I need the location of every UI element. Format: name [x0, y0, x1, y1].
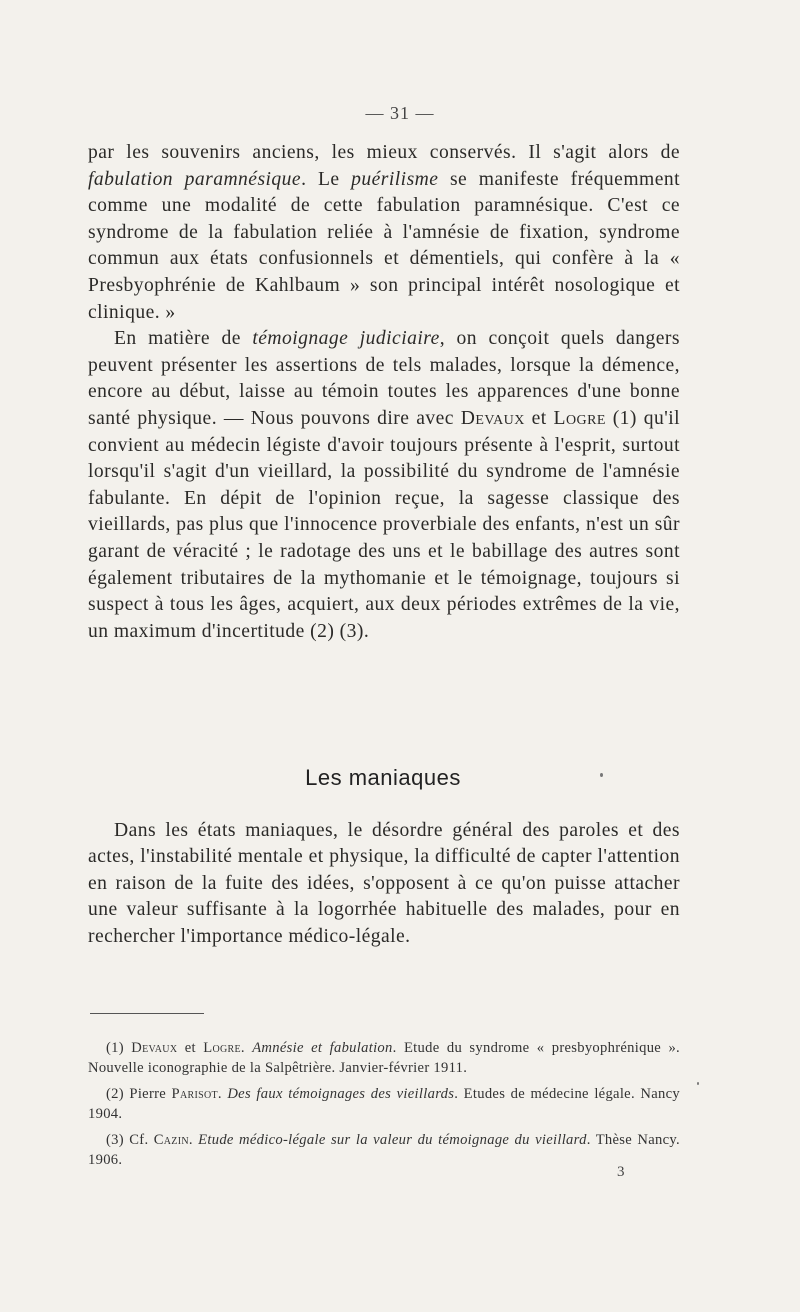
- footnote: [88, 1084, 680, 1124]
- text-run: . Etudes de médecine légale. Nancy 1904.: [88, 1086, 680, 1122]
- text-run: .: [188, 1132, 199, 1148]
- text-run: .: [217, 1086, 228, 1102]
- italic-text: puérilisme: [351, 168, 439, 190]
- section-heading: Les maniaques: [305, 765, 461, 790]
- text-run: (3) Cf.: [106, 1132, 154, 1148]
- italic-text: fabulation paramnésique: [88, 168, 302, 190]
- paragraph: [88, 140, 680, 326]
- text-run: . Etude du syndrome « presbyophrénique ». Nouvelle iconographie de la Salpêtrière. Janvier-février 1911.: [88, 1040, 680, 1076]
- text-run: (1): [106, 1040, 132, 1056]
- text-run: . Le: [301, 168, 352, 190]
- footnotes: [88, 1038, 680, 1176]
- author-name: Devaux: [131, 1040, 178, 1056]
- text-run: En matière de: [114, 328, 253, 350]
- text-run: . Thèse Nancy. 1906.: [88, 1132, 680, 1168]
- paragraph: Dans les états maniaques, le désordre général des paroles et des actes, l'instabilité mentale et physique, la difficulté de capter l'attention en raison de la fuite des idées, s'opposent à ce qu'on puisse attacher une valeur suffisante à la logorrhée habituelle des malades, pour en rechercher l'importance médico-légale.: [88, 820, 680, 947]
- text-run: et: [177, 1040, 204, 1056]
- author-name: Cazin: [153, 1132, 189, 1148]
- text-run: par les souvenirs anciens, les mieux conservés. Il s'agit alors de: [88, 142, 680, 163]
- italic-text: Amnésie et fabulation: [252, 1040, 393, 1056]
- author-name: Logre: [553, 407, 606, 429]
- italic-text: Etude médico-légale sur la valeur du témoignage du vieillard: [198, 1132, 587, 1148]
- section-text: [88, 818, 680, 950]
- page-number: — 31 —: [365, 103, 435, 123]
- author-name: Devaux: [460, 407, 525, 429]
- main-text: [88, 140, 680, 645]
- text-run: .: [240, 1040, 253, 1056]
- text-run: , on conçoit quels dangers peuvent présenter les assertions de tels malades, lorsque la démence, encore au début, laisse au témoin toutes les apparences d'une bonne santé physique. — Nous pouvons dire avec: [88, 328, 680, 429]
- text-run: (1) qu'il convient au médecin légiste d'avoir toujours présente à l'esprit, surtout lorsqu'il s'agit d'un vieillard, la possibilité du syndrome de l'amnésie fabulante. En dépit de l'opinion reçue, la sagesse classique des vieillards, pas plus que l'innocence proverbiale des enfants, n'est un sûr garant de véracité ; le radotage des uns et le babillage des autres sont également tributaires de la mythomanie et le témoignage, toujours si suspect à tous les âges, acquiert, aux deux périodes extrêmes de la vie, un maximum d'incertitude (2) (3).: [88, 407, 680, 642]
- text-run: se manifeste fréquemment comme une modalité de cette fabulation paramnésique. C'est ce syndrome de la fabulation reliée à l'amnésie de fixation, syndrome commun aux états confusionnels et démentiels, qui confère à la « Presbyophrénie de Kahlbaum » son principal intérêt nosologique et clinique. »: [88, 168, 680, 323]
- footnote: [88, 1038, 680, 1078]
- text-run: et: [524, 407, 554, 429]
- author-name: Logre: [203, 1040, 241, 1056]
- italic-text: témoignage judiciaire: [252, 328, 440, 350]
- print-speck: [600, 773, 603, 777]
- text-run: (2) Pierre: [106, 1086, 172, 1102]
- author-name: Parisot: [171, 1086, 218, 1102]
- paragraph: [88, 326, 680, 645]
- italic-text: Des faux témoignages des vieillards: [227, 1086, 455, 1102]
- footnote-rule: [90, 1013, 204, 1014]
- print-speck: [697, 1082, 699, 1085]
- signature-mark: 3: [617, 1164, 625, 1180]
- footnote: [88, 1130, 680, 1170]
